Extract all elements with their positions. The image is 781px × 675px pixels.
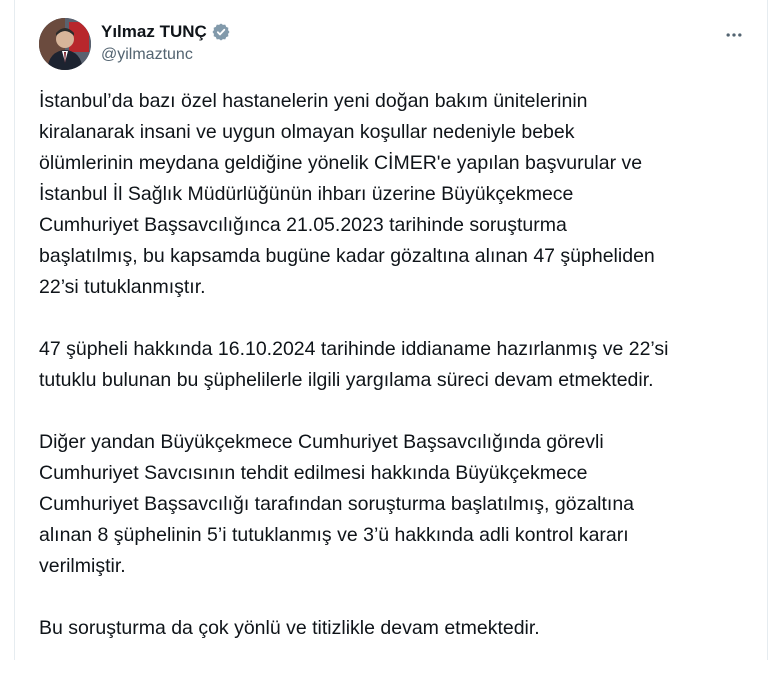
author-handle[interactable]: @yilmaztunc	[101, 46, 193, 63]
avatar-image	[39, 18, 91, 70]
more-options-button[interactable]	[717, 18, 751, 52]
avatar[interactable]	[39, 18, 91, 70]
verified-badge-icon	[211, 22, 231, 42]
tweet-paragraph-2: 47 şüpheli hakkında 16.10.2024 tarihinde iddianame hazırlanmış ve 22’si tutuklu bulunan bu şüphelilerle ilgili yargılama süreci devam etmektedir.	[39, 338, 669, 391]
tweet-paragraph-4: Bu soruşturma da çok yönlü ve titizlikle devam etmektedir.	[39, 617, 540, 639]
tweet-header	[39, 16, 751, 72]
tweet-card	[14, 0, 768, 660]
tweet-paragraph-3: Diğer yandan Büyükçekmece Cumhuriyet Başsavcılığında görevli Cumhuriyet Savcısının tehdit edilmesi hakkında Büyükçekmece Cumhuriyet Başsavcılığı tarafından soruşturma başlatılmış, gözaltına alınan 8 şüphelinin 5’i tutuklanmış ve 3’ü hakkında adli kontrol kararı verilmiştir.	[39, 431, 635, 577]
name-row	[101, 22, 231, 42]
tweet-paragraph-1: İstanbul’da bazı özel hastanelerin yeni doğan bakım ünitelerinin kiralanarak insani ve uygun olmayan koşullar nedeniyle bebek ölümlerinin meydana geldiğine yönelik CİMER'e yapılan başvurular ve İstanbul İl Sağlık Müdürlüğünün ihbarı üzerine Büyükçekmece Cumhuriyet Başsavcılığınca 21.05.2023 tarihinde soruşturma başlatılmış, bu kapsamda bugüne kadar gözaltına alınan 47 şüpheliden 22’si tutuklanmıştır.	[39, 90, 655, 298]
more-horizontal-icon	[724, 25, 744, 45]
tweet-text	[39, 86, 759, 675]
author-names	[101, 22, 231, 65]
author-display-name[interactable]: Yılmaz TUNÇ	[101, 22, 207, 41]
